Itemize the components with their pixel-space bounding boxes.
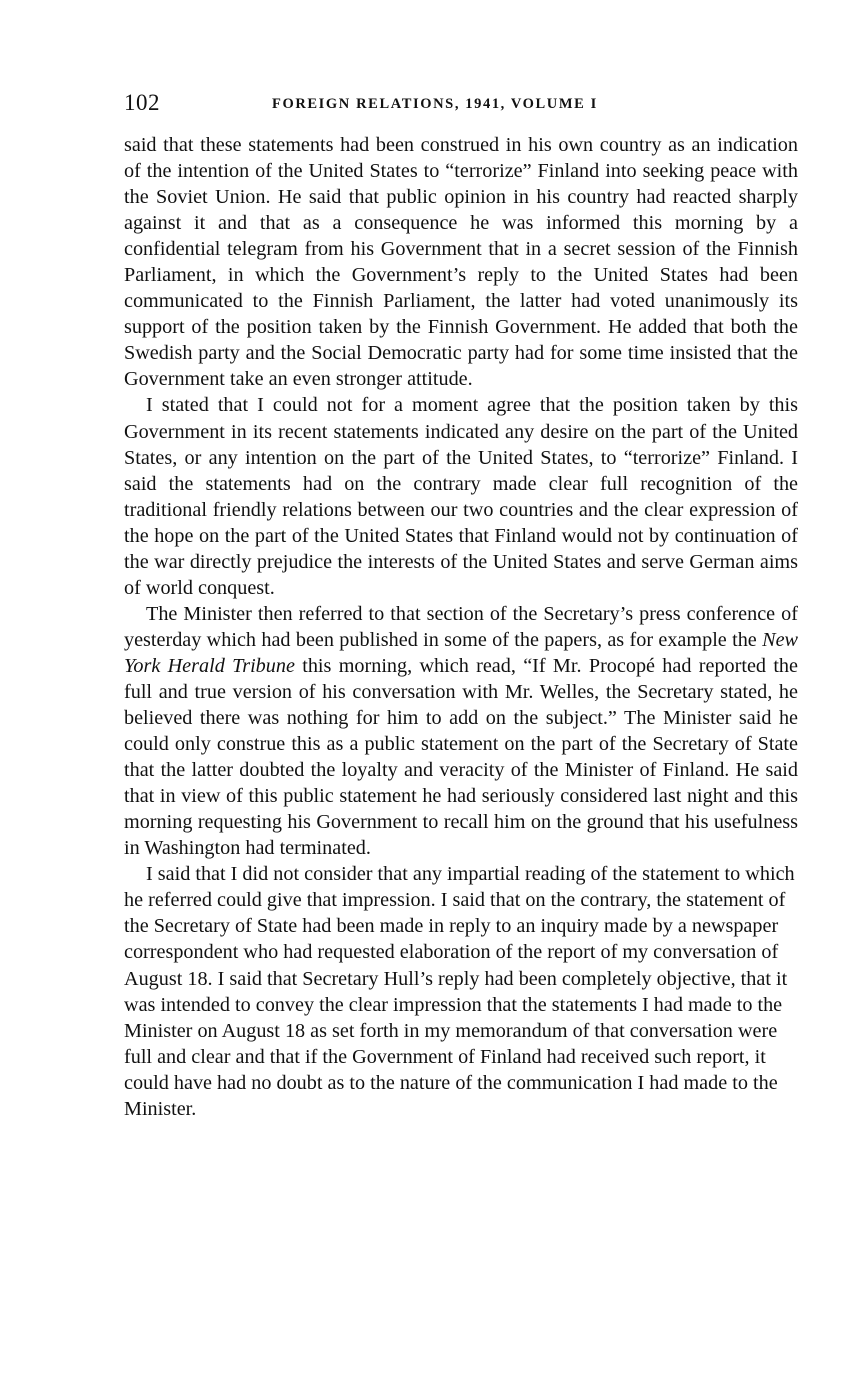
paragraph-impartial-reading: I said that I did not consider that any impartial reading of the statement to which he referred could give that impression. I said that on the contrary, the statement of the Secretary of State had been made in reply to an inquiry made by a newspaper correspondent who had requested elaboration of the report of my conversation of August 18. I said that Secretary Hull’s reply had been completely objective, that it was intended to convey the clear impression that the statements I had made to the Minister on August 18 as set forth in my memorandum of that conversation were full and clear and that if the Government of Finland had received such report, it could have had no doubt as to the nature of the communication I had made to the Minister.	[124, 863, 795, 1120]
newspaper-title: New York Herald Tribune	[124, 628, 798, 677]
body-text	[124, 132, 798, 1122]
document-page	[124, 88, 798, 1122]
paragraph-press-conference-start: The Minister then referred to that section of the Secretary’s press conference of yesterday which had been published in some of the papers, as for example the	[124, 602, 798, 651]
paragraph-press-conference	[124, 601, 798, 861]
page-header	[124, 88, 798, 122]
paragraph-press-conference-end: this morning, which read, “If Mr. Procopé had reported the full and true version of his conversation with Mr. Welles, the Secretary stated, he believed there was nothing for him to add on the subject.” The Minister said he could only construe this as a public statement on the part of the Secretary of State that the latter doubted the loyalty and veracity of the Minister of Finland. He said that in view of this public statement he had seriously considered last night and this morning requesting his Government to recall him on the ground that his usefulness in Washington had terminated.	[124, 654, 798, 860]
paragraph-continued: said that these statements had been construed in his own country as an indication of the intention of the United States to “terrorize” Finland into seeking peace with the Soviet Union. He said that public opinion in his country had reacted sharply against it and that as a consequence he was informed this morning by a confidential telegram from his Government that in a secret session of the Finnish Parliament, in which the Government’s reply to the United States had been communicated to the Finnish Parliament, the latter had voted unanimously its support of the position taken by the Finnish Government. He added that both the Swedish party and the Social Democratic party had for some time insisted that the Government take an even stronger attitude.	[124, 134, 798, 391]
paragraph-stated-reply: I stated that I could not for a moment agree that the position taken by this Government in its recent statements indicated any desire on the part of the United States, or any intention on the part of the United States, to “terrorize” Finland. I said the statements had on the contrary made clear full recognition of the traditional friendly relations between our two countries and the clear expression of the hope on the part of the United States that Finland would not by continuation of the war directly prejudice the interests of the United States and serve German aims of world conquest.	[124, 394, 798, 599]
running-head: FOREIGN RELATIONS, 1941, VOLUME I	[272, 96, 598, 112]
page-number: 102	[124, 90, 160, 115]
